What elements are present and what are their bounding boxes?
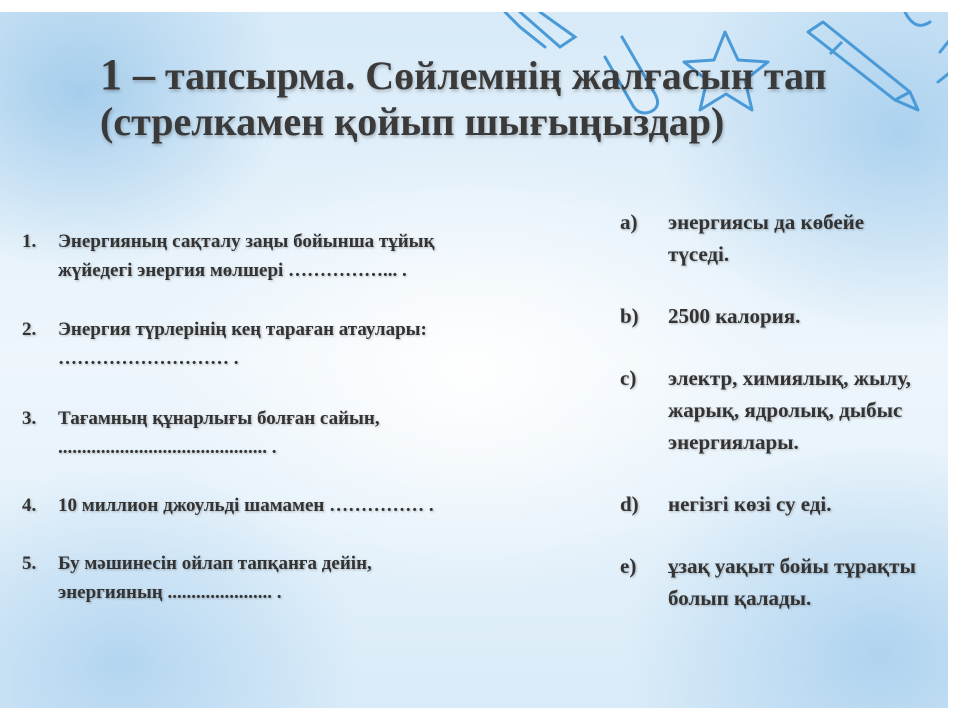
sentence-ending-list	[620, 206, 920, 614]
pencil-icon	[905, 12, 930, 25]
page-title	[100, 52, 930, 145]
item-text: 2500 калория.	[668, 304, 801, 328]
item-text: Энергия түрлерінің кең тараған атаулары: ……………………… .	[58, 319, 427, 369]
frame-border-bottom	[0, 708, 960, 720]
item-letter: d)	[620, 492, 639, 516]
item-letter: b)	[620, 304, 639, 328]
item-text: 10 миллион джоульді шамамен …………… .	[58, 495, 434, 516]
item-text: электр, химиялық, жылу, жарық, ядролық, дыбыс энергиялары.	[668, 366, 911, 454]
item-text: Бу мәшинесін ойлап тапқанға дейін, энергияның ...................... .	[58, 553, 372, 603]
list-item	[22, 549, 442, 607]
item-text: Энергияның сақталу заңы бойынша тұйық жүйедегі энергия мөлшері ……………... .	[58, 231, 435, 281]
title-rest: Сөйлемнің жалғасын тап	[365, 53, 827, 98]
item-number: 5.	[22, 553, 37, 574]
item-letter: e)	[620, 554, 637, 578]
list-item	[22, 404, 442, 462]
title-line2: (стрелкамен қойып шығыңыздар)	[100, 99, 725, 144]
item-letter: a)	[620, 210, 638, 234]
list-item	[22, 227, 442, 285]
frame-border-top	[0, 0, 960, 12]
list-item	[620, 300, 920, 332]
item-letter: c)	[620, 366, 637, 390]
sentence-start-list	[22, 227, 442, 607]
list-item	[620, 550, 920, 614]
list-item	[620, 362, 920, 458]
item-number: 4.	[22, 495, 37, 516]
item-number: 1.	[22, 231, 37, 252]
list-item	[620, 206, 920, 270]
list-item	[22, 491, 442, 520]
list-item	[22, 315, 442, 373]
pencil-icon	[520, 12, 575, 47]
pencil-icon	[938, 42, 948, 82]
title-number: 1 –	[100, 50, 155, 99]
item-number: 2.	[22, 319, 37, 340]
title-main: тапсырма.	[165, 53, 356, 98]
item-text: негізгі көзі су еді.	[668, 492, 832, 516]
item-text: Тағамның құнарлығы болған сайын, ............................................ .	[58, 408, 380, 458]
list-item	[620, 488, 920, 520]
item-number: 3.	[22, 408, 37, 429]
item-text: ұзақ уақыт бойы тұрақты болып қалады.	[668, 554, 916, 610]
frame-border-right	[948, 0, 960, 720]
item-text: энергиясы да көбейе түседі.	[668, 210, 865, 266]
slide	[0, 12, 948, 708]
